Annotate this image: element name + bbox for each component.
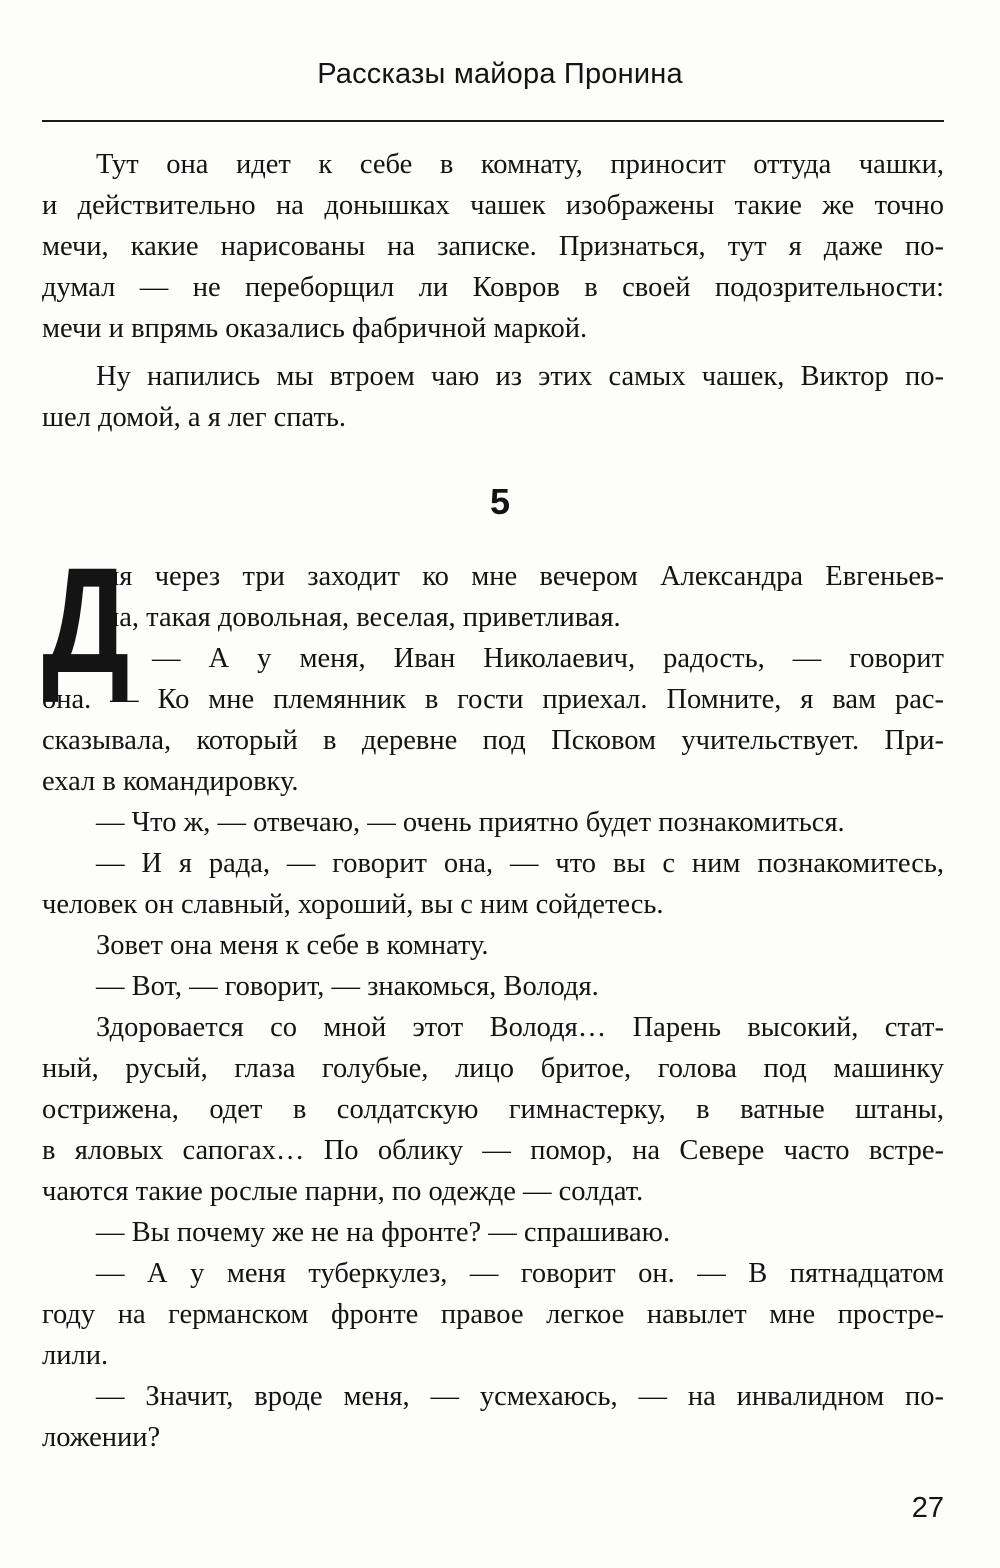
- text-line: — А у меня, Иван Николаевич, радость, — говорит: [152, 643, 944, 674]
- text-line: и действительно на донышках чашек изображены такие же точно: [42, 190, 944, 221]
- text-line: году на германском фронте правое легкое навылет мне простре-: [42, 1299, 944, 1330]
- text-line: сказывала, который в деревне под Псковом учительствует. При-: [42, 725, 944, 756]
- text-line: — Что ж, — отвечаю, — очень приятно будет познакомиться.: [96, 807, 845, 838]
- text-line: Ну напились мы втроем чаю из этих самых чашек, Виктор по-: [96, 361, 944, 392]
- drop-cap-letter: Д: [42, 536, 130, 704]
- chapter-number: 5: [489, 481, 511, 522]
- text-line: думал — не переборщил ли Ковров в своей подозрительности:: [42, 272, 944, 303]
- text-line: — И я рада, — говорит она, — что вы с ним познакомитесь,: [96, 848, 944, 879]
- text-line: мечи, какие нарисованы на записке. Признаться, тут я даже по-: [42, 231, 944, 262]
- text-line: — Вот, — говорит, — знакомься, Володя.: [96, 971, 599, 1002]
- header-rule: [42, 120, 944, 122]
- text-line: на, такая довольная, веселая, приветливая.: [104, 602, 621, 633]
- running-header-title: Рассказы майора Пронина: [317, 58, 683, 90]
- text-block-1: [42, 144, 944, 438]
- text-line: лили.: [42, 1340, 109, 1371]
- text-line: мечи и впрямь оказались фабричной маркой.: [42, 313, 588, 344]
- text-line: шел домой, а я лег спать.: [42, 402, 347, 433]
- text-line: острижена, одет в солдатскую гимнастерку, в ватные штаны,: [42, 1094, 944, 1125]
- text-line: Тут она идет к себе в комнату, приносит оттуда чашки,: [96, 149, 944, 180]
- text-line: ный, русый, глаза голубые, лицо бритое, голова под машинку: [42, 1053, 944, 1084]
- text-line: Здоровается со мной этот Володя… Парень высокий, стат-: [96, 1012, 944, 1043]
- text-line: в яловых сапогах… По облику — помор, на Севере часто встре-: [42, 1135, 944, 1166]
- text-line: она. — Ко мне племянник в гости приехал. Помните, я вам рас-: [42, 684, 944, 715]
- text-line: — А у меня туберкулез, — говорит он. — В пятнадцатом: [96, 1258, 944, 1289]
- text-line: ложении?: [42, 1422, 161, 1453]
- page-number: 27: [911, 1492, 944, 1524]
- text-line: человек он славный, хороший, вы с ним сойдетесь.: [42, 889, 664, 920]
- text-line: чаются такие рослые парни, по одежде — солдат.: [42, 1176, 644, 1207]
- text-line: ехал в командировку.: [42, 766, 299, 797]
- text-line: ня через три заходит ко мне вечером Александра Евгеньев-: [104, 561, 944, 592]
- text-line: — Значит, вроде меня, — усмехаюсь, — на инвалидном по-: [96, 1381, 944, 1412]
- text-block-2: [42, 536, 944, 1458]
- text-line: Зовет она меня к себе в комнату.: [96, 930, 489, 961]
- text-line: — Вы почему же не на фронте? — спрашиваю.: [96, 1217, 671, 1248]
